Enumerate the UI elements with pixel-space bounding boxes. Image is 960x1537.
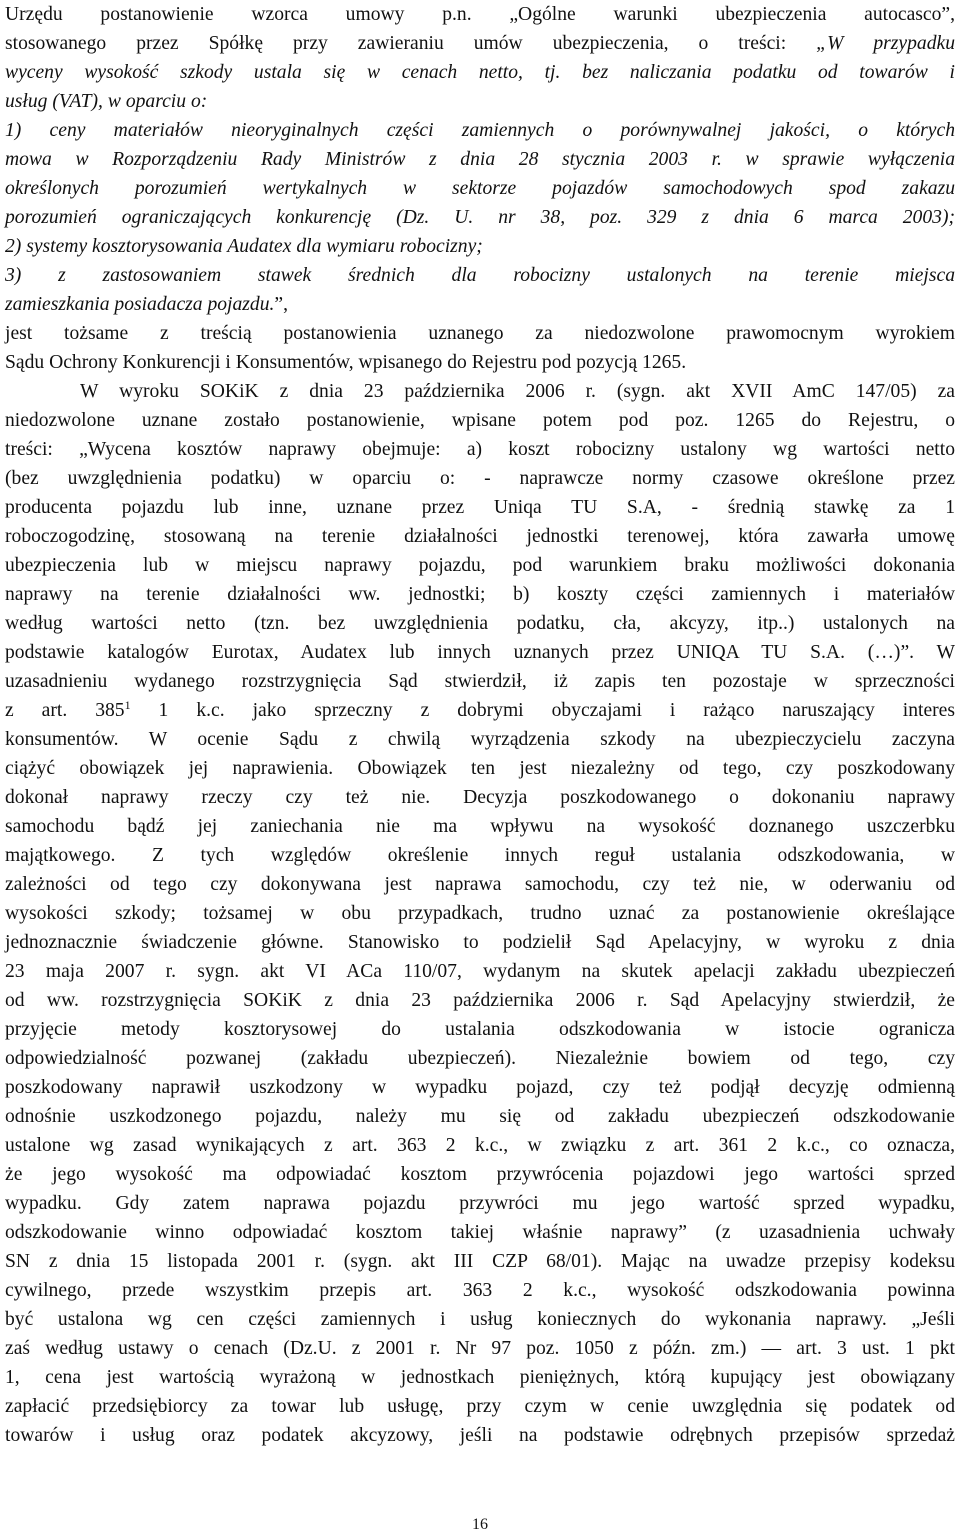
text-line [5, 174, 955, 203]
text-run: 23 maja 2007 r. sygn. akt VI ACa 110/07, wydanym na skutek apelacji zakładu ubezpieczeń [5, 961, 955, 982]
text-run: 3) z zastosowaniem stawek średnich dla robocizny ustalonych na terenie miejsca [5, 265, 955, 286]
text-run: jednoznacznie świadczenie główne. Stanowisko to podzielił Sąd Apelacyjny, w wyroku z dnia [5, 932, 955, 953]
text-run: 1 k.c. jako sprzeczny z dobrymi obyczajami i rażąco naruszający interes [130, 700, 955, 721]
text-run: 1, cena jest wartością wyrażoną w jednostkach pieniężnych, którą kupujący jest obowiązany [5, 1367, 955, 1388]
text-line [5, 1218, 955, 1247]
text-line [5, 725, 955, 754]
text-run: niedozwolone uznane zostało postanowienie, wpisane potem pod poz. 1265 do Rejestru, o [5, 410, 955, 431]
text-line [5, 203, 955, 232]
text-line [5, 841, 955, 870]
text-run: producenta pojazdu lub inne, uznane przez Uniqa TU S.A, - średnią stawkę za 1 [5, 497, 955, 518]
text-run: W wyroku SOKiK z dnia 23 października 2006 r. (sygn. akt XVII AmC 147/05) za [80, 381, 955, 402]
text-run: 2) systemy kosztorysowania Audatex dla wymiaru robocizny; [5, 236, 483, 257]
italic-text-run: zamieszkania posiadacza pojazdu. [5, 294, 275, 315]
italic-text-run: „W przypadku [816, 33, 955, 54]
text-run: odnośnie uszkodzonego pojazdu, należy mu się od zakładu ubezpieczeń odszkodowanie [5, 1106, 955, 1127]
text-line [5, 1276, 955, 1305]
text-run: ciążyć obowiązek jej naprawienia. Obowiązek ten jest niezależny od tego, czy poszkodowany [5, 758, 955, 779]
text-run: konsumentów. W ocenie Sądu z chwilą wyrządzenia szkody na ubezpieczycielu zaczyna [5, 729, 955, 750]
text-line [5, 1044, 955, 1073]
text-run: poszkodowany naprawił uszkodzony w wypadku pojazd, czy też podjął decyzję odmienną [5, 1077, 955, 1098]
text-run: być ustalona wg cen części zamiennych i usług koniecznych do wykonania naprawy. „Jeśli [5, 1309, 955, 1330]
text-line [5, 261, 955, 290]
text-run: „Ogólne warunki ubezpieczenia autocasco”, [509, 4, 955, 25]
text-line [5, 58, 955, 87]
text-run: ubezpieczenia lub w miejscu naprawy pojazdu, pod warunkiem braku możliwości dokonania [5, 555, 955, 576]
superscript: 1 [124, 698, 131, 712]
text-line [5, 1421, 955, 1450]
text-line [5, 580, 955, 609]
text-line [5, 812, 955, 841]
text-line [5, 493, 955, 522]
text-run: z art. 385 [5, 700, 125, 721]
text-line [5, 783, 955, 812]
text-line [5, 754, 955, 783]
text-run: jest tożsame z treścią postanowienia uznanego za niedozwolone prawomocnym wyrokiem [5, 323, 955, 344]
text-run: roboczogodzinę, stosowaną na terenie działalności jednostki terenowej, która zawarła umowę [5, 526, 955, 547]
page-number: 16 [472, 1516, 488, 1533]
text-run: samochodu bądź jej zaniechania nie ma wpływu na wysokość doznanego uszczerbku [5, 816, 955, 837]
text-run: (bez uwzględnienia podatku) w oparciu o: - naprawcze normy czasowe określone przez [5, 468, 955, 489]
text-line [5, 1015, 955, 1044]
text-run: podstawie katalogów Eurotax, Audatex lub innych uznanych przez UNIQA TU S.A. (…)”. W [5, 642, 955, 663]
text-line [5, 116, 955, 145]
text-line [5, 1305, 955, 1334]
text-run: dokonał naprawy rzeczy czy też nie. Decyzja poszkodowanego o dokonaniu naprawy [5, 787, 955, 808]
text-line [5, 0, 955, 29]
text-run: Sądu Ochrony Konkurencji i Konsumentów, wpisanego do Rejestru pod pozycją 1265. [5, 352, 687, 373]
text-line [5, 319, 955, 348]
text-line [5, 928, 955, 957]
text-run: zapłacić przedsiębiorcy za towar lub usługę, przy czym w cenie uwzględnia się podatek od [5, 1396, 955, 1417]
text-run: wypadku. Gdy zatem naprawa pojazdu przywróci mu jego wartość sprzed wypadku, [5, 1193, 955, 1214]
text-line [5, 1131, 955, 1160]
text-line [5, 696, 955, 725]
text-line [5, 1073, 955, 1102]
text-run: treści: „Wycena kosztów naprawy obejmuje: a) koszt robocizny ustalony wg wartości netto [5, 439, 955, 460]
text-line [5, 667, 955, 696]
text-run: ustalone wg zasad wynikających z art. 363 2 k.c., w związku z art. 361 2 k.c., co oznacza, [5, 1135, 955, 1156]
text-run: usług (VAT), w oparciu o: [5, 91, 208, 112]
text-line [5, 1392, 955, 1421]
text-run: określonych porozumień wertykalnych w sektorze pojazdów samochodowych spod zakazu [5, 178, 955, 199]
text-run: od ww. rozstrzygnięcia SOKiK z dnia 23 października 2006 r. Sąd Apelacyjny stwierdził, że [5, 990, 955, 1011]
text-line [5, 551, 955, 580]
text-line [5, 870, 955, 899]
text-line [5, 232, 955, 261]
text-line [5, 899, 955, 928]
text-run: towarów i usług oraz podatek akcyzowy, jeśli na podstawie odrębnych przepisów sprzedaż [5, 1425, 955, 1446]
text-run: że jego wysokość ma odpowiadać kosztom przywrócenia pojazdowi jego wartości sprzed [5, 1164, 955, 1185]
text-run: przyjęcie metody kosztorysowej do ustalania odszkodowania w istocie ogranicza [5, 1019, 955, 1040]
text-run: wyceny wysokość szkody ustala się w cenach netto, tj. bez naliczania podatku od towarów i [5, 62, 955, 83]
text-run: cywilnego, przede wszystkim przepis art. 363 2 k.c., wysokość odszkodowania powinna [5, 1280, 955, 1301]
text-line [5, 522, 955, 551]
text-line [5, 1160, 955, 1189]
text-run: uzasadnieniu wydanego rozstrzygnięcia Sąd stwierdził, iż zapis ten pozostaje w sprzeczności [5, 671, 955, 692]
text-line [80, 377, 955, 406]
text-run: naprawy na terenie działalności ww. jednostki; b) koszty części zamiennych i materiałów [5, 584, 955, 605]
text-line [5, 406, 955, 435]
text-run: stosowanego przez Spółkę przy zawieraniu umów ubezpieczenia, o treści: [5, 33, 817, 54]
text-line [5, 29, 955, 58]
text-run: porozumień ograniczających konkurencję (Dz. U. nr 38, poz. 329 z dnia 6 marca 2003); [5, 207, 955, 228]
text-line [5, 957, 955, 986]
text-line [5, 1334, 955, 1363]
text-run: odszkodowanie winno odpowiadać kosztom takiej właśnie naprawy” (z uzasadnienia uchwały [5, 1222, 955, 1243]
text-line [5, 87, 955, 116]
text-line [5, 638, 955, 667]
text-run: SN z dnia 15 listopada 2001 r. (sygn. akt III CZP 68/01). Mając na uwadze przepisy kodeksu [5, 1251, 955, 1272]
text-run: wysokości szkody; tożsamej w obu przypadkach, trudno uznać za postanowienie określające [5, 903, 955, 924]
text-run: mowa w Rozporządzeniu Rady Ministrów z dnia 28 stycznia 2003 r. w sprawie wyłączenia [5, 149, 955, 170]
text-line [5, 464, 955, 493]
text-line [5, 145, 955, 174]
text-run: 1) ceny materiałów nieoryginalnych części zamiennych o porównywalnej jakości, o których [5, 120, 955, 141]
text-run: zależności od tego czy dokonywana jest naprawa samochodu, czy też nie, w oderwaniu od [5, 874, 955, 895]
text-run: zaś według ustawy o cenach (Dz.U. z 2001 r. Nr 97 poz. 1050 z późn. zm.) — art. 3 ust. 1 pkt [5, 1338, 955, 1359]
text-line [5, 1247, 955, 1276]
text-line [5, 290, 955, 319]
text-run: odpowiedzialność pozwanej (zakładu ubezpieczeń). Niezależnie bowiem od tego, czy [5, 1048, 955, 1069]
text-line [5, 1102, 955, 1131]
text-run: Urzędu postanowienie wzorca umowy p.n. [5, 4, 510, 25]
text-run: ”, [274, 294, 289, 315]
text-run: według wartości netto (tzn. bez uwzględnienia podatku, cła, akcyzy, itp..) ustalonych na [5, 613, 955, 634]
text-run: majątkowego. Z tych względów określenie innych reguł ustalania odszkodowania, w [5, 845, 955, 866]
text-line [5, 348, 955, 377]
text-line [5, 435, 955, 464]
text-line [5, 986, 955, 1015]
text-line [5, 609, 955, 638]
text-line [5, 1189, 955, 1218]
text-line [5, 1363, 955, 1392]
